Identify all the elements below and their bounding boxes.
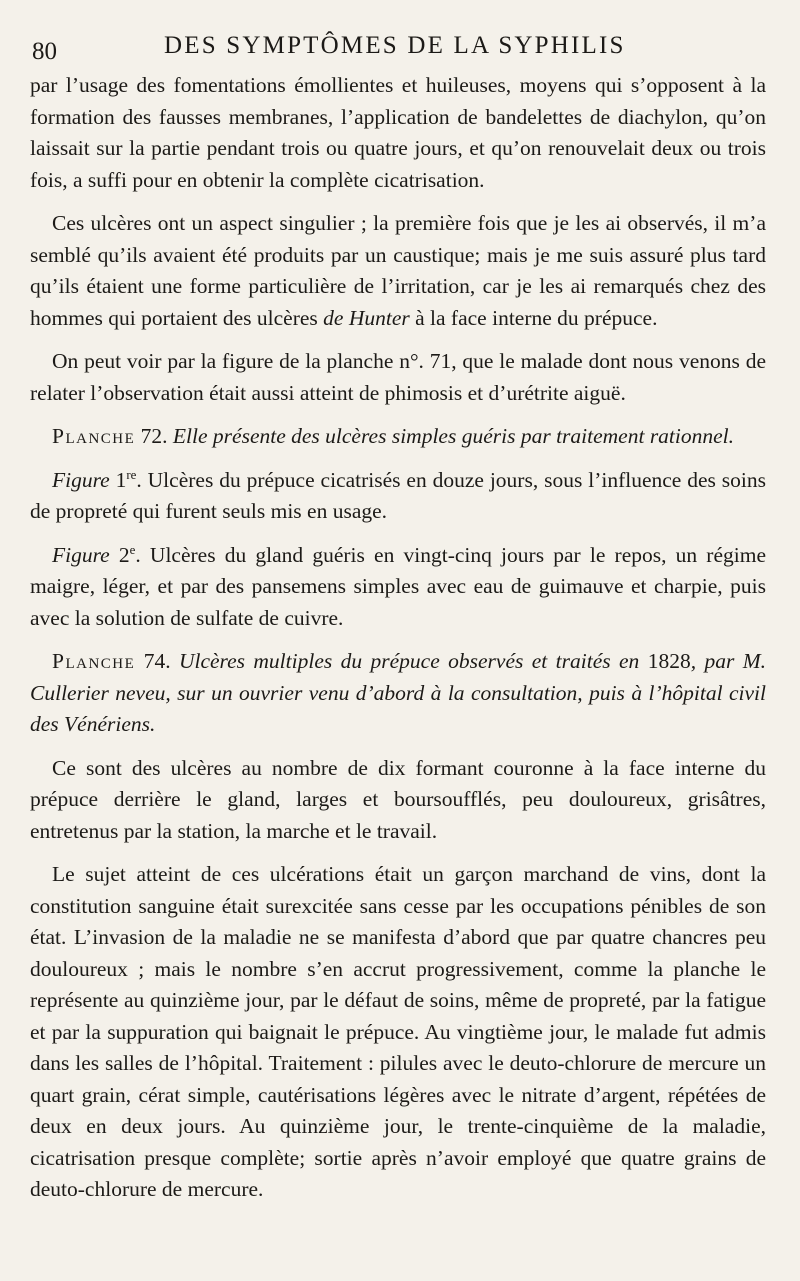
paragraph-1: par l’usage des fomentations émollientes et huileuses, moyens qui s’opposent à la formation des fausses membranes, l’application de bandelettes de diachylon, qu’on laissait sur la partie pendant trois ou quatre jours, et qu’on renouvelait deux ou trois fois, a suffi pour en obtenir la complète cicatrisation. <box>30 73 766 192</box>
plate-label: Planche <box>52 649 136 673</box>
paragraph-2-end: à la face interne du prépuce. <box>415 305 658 330</box>
plate-description-end: , par M. Cullerier neveu, sur un ouvrier venu d’abord à la consultation, puis à l’hôpital civil des Vénériens. <box>30 649 767 736</box>
figure-text: . Ulcères du gland guéris en vingt-cinq jours par le repos, un régime maigre, léger, et par des pansemens simples avec eau de guimauve et charpie, puis avec la solution de sulfate de cuivre. <box>30 542 767 630</box>
paragraph-3: On peut voir par la figure de la planche n°. 71, que le malade dont nous venons de relater l’observation était aussi atteint de phimosis et d’urétrite aiguë. <box>30 349 766 405</box>
figure-label: Figure <box>52 542 110 567</box>
plate-number: 72. <box>140 424 168 448</box>
plate-74-caption <box>30 646 766 741</box>
page-header <box>30 24 766 70</box>
paragraph-8: Ce sont des ulcères au nombre de dix formant couronne à la face interne du prépuce derrière le gland, larges et boursoufflés, peu douloureux, grisâtres, entretenus par la station, la marche et le travail. <box>30 755 766 843</box>
plate-72-caption <box>30 421 766 453</box>
paragraph-2-text: Ces ulcères ont un aspect singulier ; la première fois que je les ai observés, il m’a semblé qu’ils avaient été produits par un caustique; mais je me suis assuré plus tard qu’ils étaient une forme particulière de l’irritation, car je les ai remarqués chez des hommes qui portaient des ulcères <box>30 211 766 330</box>
body-text <box>30 70 766 1206</box>
page-number: 80 <box>32 38 57 65</box>
figure-1-caption <box>30 465 766 528</box>
figure-text: . Ulcères du prépuce cicatrisés en douze jours, sous l’influence des soins de propreté qui furent seuls mis en usage. <box>30 467 767 523</box>
running-head: DES SYMPTÔMES DE LA SYPHILIS <box>164 32 626 59</box>
plate-year: 1828 <box>647 649 691 673</box>
paragraph-2-italic: de Hunter <box>323 305 410 330</box>
figure-2-caption <box>30 540 766 635</box>
plate-description: Ulcères multiples du prépuce observés et traités en <box>178 649 640 673</box>
figure-number: 1 <box>115 467 127 492</box>
plate-label: Planche <box>52 424 136 448</box>
paragraph-9: Le sujet atteint de ces ulcérations était un garçon marchand de vins, dont la constitution sanguine était surexcitée sans cesse par les occupations pénibles de son état. L’invasion de la maladie ne se manifesta d’abord que par quatre chancres peu douloureux ; mais le nombre s’en accrut progressivement, comme la planche le représente au quinzième jour, par le défaut de soins, même de propreté, par la fatigue et par la suppuration qui baignait le prépuce. Au vingtième jour, le malade fut admis dans les salles de l’hôpital. Traitement : pilules avec le deuto-chlorure de mercure un quart grain, cérat simple, cautérisations légères avec le nitrate d’argent, répétées de deux en deux jours. Au quinzième jour, le trente-cinquième de la maladie, cicatrisation presque complète; sortie après n’avoir employé que quatre grains de deuto-chlorure de mercure. <box>30 862 766 1201</box>
figure-label: Figure <box>52 467 110 492</box>
figure-ordinal: re <box>126 467 137 482</box>
plate-number: 74. <box>143 649 171 673</box>
book-page <box>30 24 766 1218</box>
figure-number: 2 <box>118 542 130 567</box>
plate-description: Elle présente des ulcères simples guéris par traitement rationnel. <box>172 424 735 448</box>
paragraph-2 <box>30 208 766 334</box>
figure-ordinal: e <box>129 542 136 557</box>
